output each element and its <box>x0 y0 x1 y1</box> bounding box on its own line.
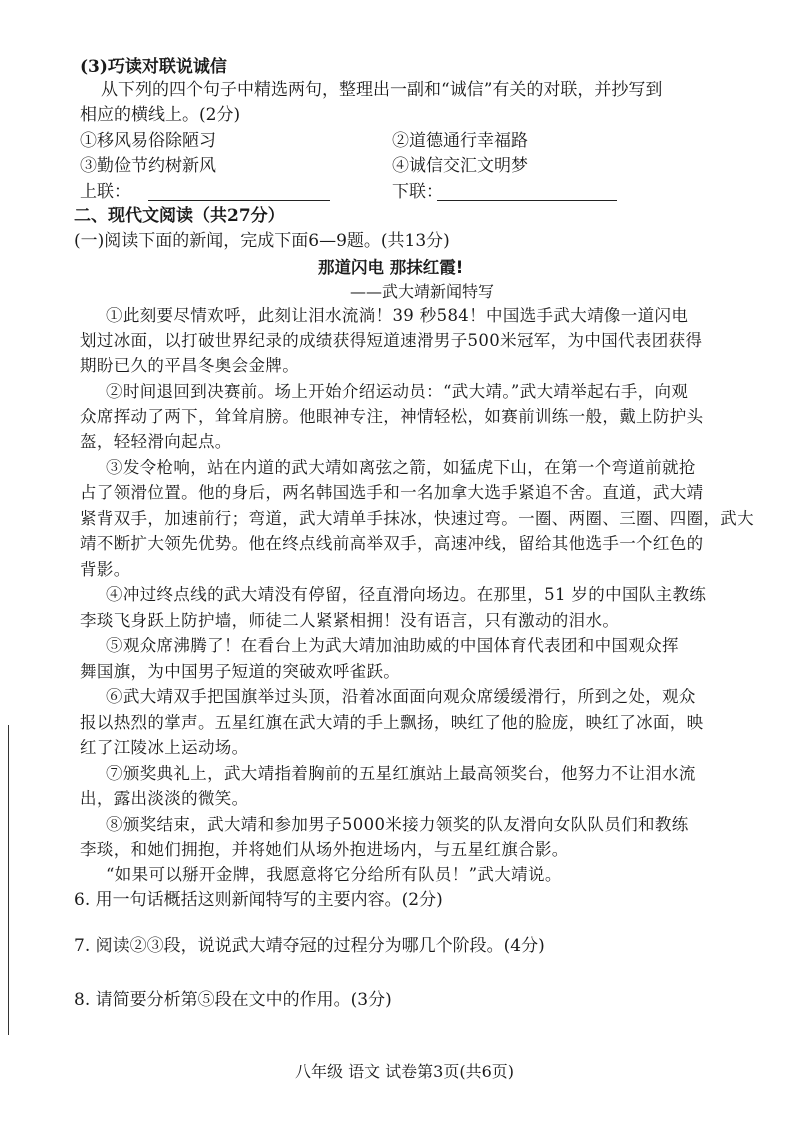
article-line: 李琰飞身跃上防护墙，师徒二人紧紧相拥！没有语言，只有激动的泪水。 <box>80 611 620 630</box>
section-3-instruction-line1: 从下列的四个句子中精选两句，整理出一副和“诚信”有关的对联，并抄写到 <box>101 80 663 100</box>
question-6: 6. 用一句话概括这则新闻特写的主要内容。(2分) <box>74 890 443 910</box>
article-line: 期盼已久的平昌冬奥会金牌。 <box>80 356 300 375</box>
article-line: 李琰，和她们拥抱，并将她们从场外抱进场内，与五星红旗合影。 <box>80 840 569 859</box>
section-3-instruction-line2: 相应的横线上。(2分) <box>80 105 241 125</box>
option-3: ③勤俭节约树新风 <box>80 156 216 176</box>
article-line: 占了领滑位置。他的身后，两名韩国选手和一名加拿大选手紧追不舍。直道，武大靖 <box>80 483 704 502</box>
lower-couplet-label: 下联： <box>392 182 443 202</box>
article-line: ⑤观众席沸腾了！在看台上为武大靖加油助威的中国体育代表团和中国观众挥 <box>106 636 679 655</box>
article-line: ④冲过终点线的武大靖没有停留，径直滑向场边。在那里，51 岁的中国队主教练 <box>106 585 707 604</box>
article-line: ⑥武大靖双手把国旗举过头顶，沿着冰面面向观众席缓缓滑行，所到之处，观众 <box>106 687 696 706</box>
section-3-title: (3)巧读对联说诚信 <box>80 57 227 77</box>
part-2-title: 二、现代文阅读（共27分） <box>74 206 285 226</box>
upper-couplet-label: 上联： <box>80 182 131 202</box>
article-line: 靖不断扩大领先优势。他在终点线前高举双手，高速冲线，留给其他选手一个红色的 <box>80 534 704 553</box>
article-line: 众席挥动了两下，耸耸肩膀。他眼神专注，神情轻松，如赛前训练一般，戴上防护头 <box>80 407 704 426</box>
question-8: 8. 请简要分析第⑤段在文中的作用。(3分) <box>74 990 392 1010</box>
article-line: ⑦颁奖典礼上，武大靖指着胸前的五星红旗站上最高领奖台，他努力不让泪水流 <box>106 764 696 783</box>
article-line: 舞国旗，为中国男子短道的突破欢呼雀跃。 <box>80 662 401 681</box>
article-line: 背影。 <box>80 560 131 579</box>
article-line: “如果可以掰开金牌，我愿意将它分给所有队员！”武大靖说。 <box>106 865 562 884</box>
part-2-subtitle: (一)阅读下面的新闻，完成下面6—9题。(共13分) <box>74 231 450 251</box>
article-line: 红了江陵冰上运动场。 <box>80 738 249 757</box>
article-line: ①此刻要尽情欢呼，此刻让泪水流淌！39 秒584！中国选手武大靖像一道闪电 <box>106 306 689 325</box>
article-line: 报以热烈的掌声。五星红旗在武大靖的手上飘扬，映红了他的脸庞，映红了冰面，映 <box>80 713 704 732</box>
option-2: ②道德通行幸福路 <box>392 131 528 151</box>
option-1: ①移风易俗除陋习 <box>80 131 216 151</box>
upper-couplet-blank[interactable] <box>148 200 330 201</box>
binding-margin-line <box>0 725 9 1035</box>
option-4: ④诚信交汇文明梦 <box>392 156 528 176</box>
page-footer: 八年级 语文 试卷第3页(共6页) <box>295 1062 515 1081</box>
article-title: 那道闪电 那抹红霞! <box>318 258 464 277</box>
article-line: 盔，轻轻滑向起点。 <box>80 432 232 451</box>
article-line: 紧背双手，加速前行；弯道，武大靖单手抹冰，快速过弯。一圈、两圈、三圈、四圈，武大 <box>80 509 754 528</box>
lower-couplet-blank[interactable] <box>437 200 617 201</box>
article-subtitle: ——武大靖新闻特写 <box>350 282 495 301</box>
article-line: ②时间退回到决赛前。场上开始介绍运动员：“武大靖。”武大靖举起右手，向观 <box>106 382 689 401</box>
article-line: 出，露出淡淡的微笑。 <box>80 789 249 808</box>
article-line: ③发令枪响，站在内道的武大靖如离弦之箭，如猛虎下山，在第一个弯道前就抢 <box>106 458 696 477</box>
article-line: 划过冰面，以打破世界纪录的成绩获得短道速滑男子500米冠军，为中国代表团获得 <box>80 331 703 350</box>
question-7: 7. 阅读②③段，说说武大靖夺冠的过程分为哪几个阶段。(4分) <box>74 936 545 956</box>
article-line: ⑧颁奖结束，武大靖和参加男子5000米接力领奖的队友滑向女队队员们和教练 <box>106 815 689 834</box>
